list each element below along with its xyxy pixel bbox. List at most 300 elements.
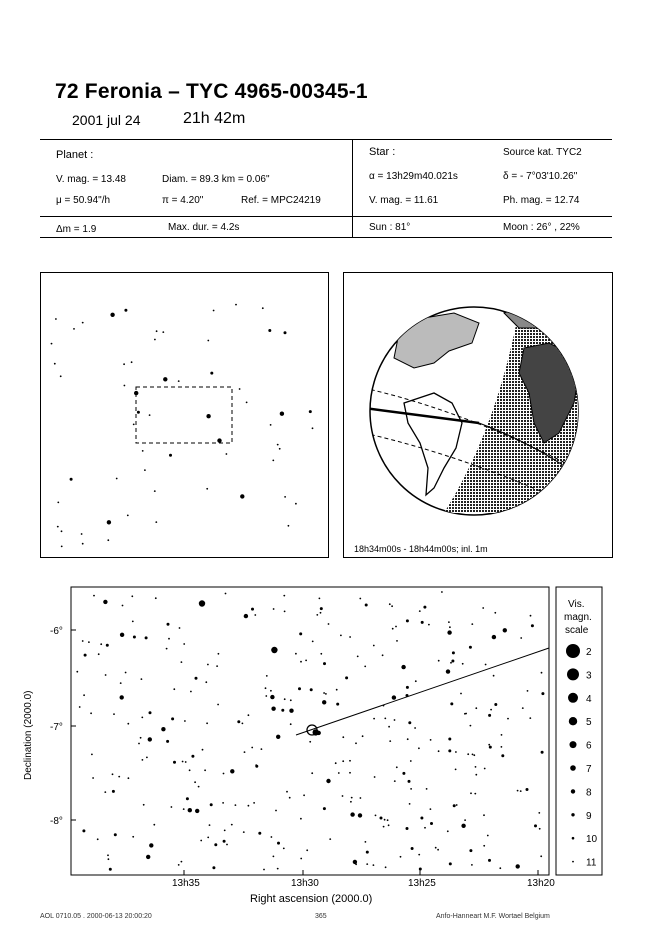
star-dot (275, 810, 277, 812)
star-dot (270, 690, 272, 692)
star-dot (419, 610, 421, 612)
footer-page: 365 (315, 913, 327, 920)
star-dot (426, 788, 428, 790)
table-mid-rule (40, 216, 612, 217)
detail-chart (0, 580, 672, 920)
star-dot (541, 672, 543, 674)
star-dot (289, 709, 293, 713)
star-dot (469, 646, 472, 649)
scale-mag-label: 4 (586, 693, 592, 705)
star-dot (73, 328, 75, 330)
star-dot (295, 653, 297, 655)
star-dot (290, 699, 292, 701)
star-dot (299, 632, 302, 635)
star-dot (475, 766, 477, 768)
star-dot (183, 643, 185, 645)
star-dot (489, 746, 492, 749)
star-dot (226, 453, 228, 455)
star-dot (90, 712, 92, 714)
star-dot (447, 630, 451, 634)
star-dot (181, 661, 183, 663)
star-dot (142, 450, 144, 452)
star-dot (127, 777, 129, 779)
star-dot (408, 721, 411, 724)
star-dot (414, 727, 416, 729)
star-dot (97, 838, 99, 840)
star-dot (365, 841, 367, 843)
star-dot (349, 760, 351, 762)
star-dot (112, 790, 115, 793)
scale-title-line: Vis. (568, 599, 585, 610)
star-dot (210, 803, 213, 806)
star-dot (325, 693, 327, 695)
star-dot (410, 760, 412, 762)
table-top-rule (40, 139, 612, 140)
star-dot (217, 704, 219, 706)
star-dot (488, 859, 491, 862)
star-dot (451, 660, 454, 663)
star-dot (223, 773, 225, 775)
star-dot (109, 868, 112, 871)
star-dot (168, 638, 170, 640)
star-dot (171, 717, 174, 720)
star-dot (396, 766, 398, 768)
star-dot (295, 503, 297, 505)
star-dot (166, 648, 168, 650)
star-dot (271, 836, 273, 838)
star-dot (382, 654, 384, 656)
finder-field-panel (40, 272, 329, 558)
star-dot (88, 641, 90, 643)
star-dot (240, 494, 244, 498)
star-dot (188, 808, 192, 812)
star-dot (283, 595, 285, 597)
star-dot (270, 695, 274, 699)
star-dot (488, 714, 491, 717)
star-dot (204, 769, 206, 771)
planet-ref: Ref. = MPC24219 (241, 195, 321, 206)
star-dot (323, 662, 326, 665)
star-dot (209, 824, 211, 826)
star-dot (395, 626, 397, 628)
star-dot (541, 751, 544, 754)
star-dot (224, 830, 226, 832)
star-dot (415, 680, 417, 682)
star-dot (410, 788, 412, 790)
star-dot (387, 819, 389, 821)
xtick-label: 13h25 (408, 878, 436, 889)
star-dot (473, 754, 475, 756)
star-dot (91, 754, 93, 756)
star-dot (200, 840, 202, 842)
scale-mag-label: 7 (586, 764, 592, 775)
star-dot (350, 812, 354, 816)
star-dot (353, 860, 357, 864)
star-dot (475, 774, 477, 776)
star-dot (349, 636, 351, 638)
star-dot (133, 636, 136, 639)
star-dot (319, 598, 321, 600)
star-dot (408, 780, 411, 783)
star-dot (118, 776, 120, 778)
star-dot (83, 694, 85, 696)
star-dot (487, 835, 489, 837)
star-dot (351, 797, 353, 799)
star-dot (255, 764, 257, 766)
star-dot (482, 607, 484, 609)
star-dot (283, 848, 285, 850)
star-dot (530, 615, 532, 617)
star-dot (104, 791, 106, 793)
star-dot (120, 682, 122, 684)
star-dot (538, 812, 540, 814)
star-dot (362, 735, 364, 737)
star-dot (465, 713, 467, 715)
star-dot (389, 603, 391, 605)
star-dot (57, 502, 59, 504)
star-dot (107, 539, 109, 541)
star-dot (338, 772, 340, 774)
star-dot (516, 864, 520, 868)
star-dot (207, 340, 209, 342)
star-dot (455, 769, 457, 771)
star-dot (162, 331, 164, 333)
scale-dot (572, 861, 574, 863)
star-dot (460, 693, 462, 695)
star-dot (105, 674, 107, 676)
star-dot (428, 624, 430, 626)
star-dot (114, 833, 117, 836)
star-dot (235, 304, 237, 306)
star-dot (79, 706, 81, 708)
star-dot (140, 737, 142, 739)
scale-mag-label: 5 (586, 717, 592, 729)
planet-diam: Diam. = 89.3 km = 0.06" (162, 174, 270, 185)
star-dot (373, 718, 375, 720)
star-vmag: V. mag. = 11.61 (369, 195, 439, 206)
star-dot (248, 805, 250, 807)
star-dot (384, 718, 386, 720)
star-dot (349, 772, 351, 774)
star-dot (244, 751, 246, 753)
star-dot (423, 606, 426, 609)
star-dot (207, 664, 209, 666)
star-dot (329, 838, 331, 840)
star-dot (529, 717, 531, 719)
star-dot (409, 803, 411, 805)
star-dot (365, 604, 368, 607)
star-dot (364, 666, 366, 668)
star-dot (107, 854, 109, 856)
star-dot (373, 645, 375, 647)
star-dot (248, 714, 250, 716)
star-dot (447, 830, 449, 832)
star-dot (323, 807, 326, 810)
star-dot (446, 669, 450, 673)
scale-title-line: scale (565, 625, 589, 636)
scale-dot (571, 813, 574, 816)
star-dot (195, 677, 198, 680)
star-dot (178, 380, 180, 382)
star-dot (106, 644, 109, 647)
star-dot (271, 647, 277, 653)
star-dot (311, 772, 313, 774)
star-dot (392, 695, 396, 699)
star-dot (127, 515, 129, 517)
star-dot (474, 793, 476, 795)
star-dot (501, 754, 504, 757)
star-dot (223, 840, 226, 843)
star-dot (430, 822, 433, 825)
scale-mag-label: 9 (586, 810, 592, 822)
star-dot (60, 375, 62, 377)
star-dot (490, 709, 492, 711)
star-dot (125, 672, 127, 674)
star-dot (210, 372, 213, 375)
star-dot (448, 738, 451, 741)
star-dot (199, 600, 205, 606)
scale-dot (567, 668, 579, 680)
star-dot (120, 633, 124, 637)
star-dot (435, 847, 437, 849)
star-dot (206, 722, 208, 724)
star-dot (244, 614, 248, 618)
page-title: 72 Feronia – TYC 4965-00345-1 (55, 80, 368, 103)
star-dot (507, 718, 509, 720)
star-dot (526, 788, 529, 791)
star-dot (145, 636, 148, 639)
star-dot (288, 525, 290, 527)
planet-heading: Planet : (56, 149, 94, 161)
star-dot (345, 676, 348, 679)
event-date: 2001 jul 24 (72, 112, 141, 128)
star-dot (266, 675, 268, 677)
star-dot (277, 868, 279, 870)
scale-mag-label: 8 (586, 787, 592, 799)
star-dot (206, 488, 208, 490)
star-dot (312, 641, 314, 643)
star-dot (279, 448, 281, 450)
star-dot (225, 593, 227, 595)
star-dot (173, 688, 175, 690)
star-dot (258, 832, 261, 835)
chart-frame (71, 587, 549, 875)
star-dot (284, 698, 286, 700)
star-dot (198, 786, 200, 788)
star-dot (289, 797, 291, 799)
star-dot (336, 689, 338, 691)
star-dot (401, 665, 405, 669)
star-dot (242, 723, 244, 725)
star-dot (471, 864, 473, 866)
footer-right: Anfo-Hanneart M.F. Wortael Belgium (436, 913, 550, 920)
star-dot (123, 363, 125, 365)
y-axis-label: Declination (2000.0) (23, 690, 34, 780)
star-dot (420, 817, 423, 820)
star-dot (166, 740, 169, 743)
star-dot (300, 858, 302, 860)
scale-dot (570, 765, 576, 771)
scale-dot (566, 644, 580, 658)
star-dot (54, 363, 56, 365)
event-time: 21h 42m (183, 110, 246, 127)
moon-info: Moon : 26° , 22% (503, 222, 580, 233)
star-dot (340, 635, 342, 637)
star-dot (113, 713, 115, 715)
star-dot (265, 687, 267, 689)
star-dot (359, 598, 361, 600)
scale-dot (570, 741, 577, 748)
star-dot (483, 814, 485, 816)
star-dot (243, 831, 245, 833)
scale-mag-label: 3 (586, 670, 592, 682)
star-dot (103, 600, 107, 604)
star-dot (149, 711, 152, 714)
star-dot (501, 734, 503, 736)
star-dot (262, 307, 264, 309)
star-dot (441, 591, 443, 593)
shadow-path-globe (344, 273, 612, 557)
star-dot (281, 709, 284, 712)
planet-pi: π = 4.20" (162, 195, 204, 206)
star-dot (503, 628, 507, 632)
star-dot (76, 671, 78, 673)
star-dot (222, 802, 224, 804)
star-dot (467, 753, 469, 755)
star-dot (290, 723, 292, 725)
star-dot (154, 339, 156, 341)
star-dot (385, 866, 387, 868)
star-dot (517, 790, 519, 792)
star-dot (284, 611, 286, 613)
star-dot (214, 843, 217, 846)
star-dot (320, 653, 322, 655)
star-dot (342, 736, 344, 738)
star-dot (406, 686, 409, 689)
star-dot (181, 861, 183, 863)
star-dot (488, 744, 490, 746)
star-dot (124, 385, 126, 387)
star-dot (51, 343, 53, 345)
star-dot (494, 703, 497, 706)
ytick-label: -8° (50, 816, 63, 827)
star-dot (464, 819, 466, 821)
star-dot (316, 614, 318, 616)
star-dot (270, 424, 272, 426)
star-dot (430, 808, 432, 810)
star-dot (82, 640, 84, 642)
star-dot (108, 858, 110, 860)
star-dot (470, 792, 472, 794)
star-dot (273, 608, 275, 610)
star-dot (394, 719, 396, 721)
star-dot (388, 824, 390, 826)
star-dot (520, 790, 522, 792)
footer-left: AOL 0710.05 . 2000-06-13 20:00:20 (40, 913, 152, 920)
star-dot (239, 388, 241, 390)
star-dot (132, 621, 134, 623)
star-dot (483, 845, 485, 847)
star-dot (205, 681, 207, 683)
star-dot (484, 768, 486, 770)
star-dot (98, 653, 100, 655)
star-dot (286, 791, 288, 793)
star-dot (182, 761, 184, 763)
star-dot (472, 754, 474, 756)
scale-mag-label: 6 (586, 740, 592, 752)
star-dot (322, 700, 326, 704)
star-dot (469, 849, 472, 852)
star-dot (475, 707, 477, 709)
star-delta: δ = - 7°03'10.26" (503, 171, 578, 182)
star-dot (195, 809, 199, 813)
star-dot (418, 747, 420, 749)
scale-dot (571, 789, 575, 793)
star-dot (61, 546, 63, 548)
delta-mag: Δm = 1.9 (56, 224, 97, 235)
star-dot (183, 808, 185, 810)
star-dot (276, 735, 280, 739)
star-dot (107, 520, 111, 524)
star-dot (388, 726, 390, 728)
star-dot (277, 444, 279, 446)
star-dot (131, 361, 133, 363)
star-dot (350, 801, 352, 803)
star-dot (82, 829, 85, 832)
star-dot (93, 595, 95, 597)
star-dot (306, 849, 308, 851)
star-dot (253, 802, 255, 804)
star-dot (531, 624, 534, 627)
star-dot (202, 749, 204, 751)
scale-dot (568, 693, 578, 703)
star-dot (92, 777, 94, 779)
star-dot (57, 526, 59, 528)
star-phmag: Ph. mag. = 12.74 (503, 195, 580, 206)
star-dot (179, 627, 181, 629)
star-dot (155, 597, 157, 599)
star-dot (312, 427, 314, 429)
star-dot (132, 836, 134, 838)
star-dot (452, 651, 455, 654)
star-dot (355, 742, 357, 744)
star-dot (272, 460, 274, 462)
star-dot (389, 740, 391, 742)
star-dot (207, 837, 209, 839)
table-bottom-rule (40, 237, 612, 238)
star-dot (424, 827, 426, 829)
star-alpha: α = 13h29m40.021s (369, 171, 458, 182)
star-dot (251, 747, 253, 749)
star-dot (127, 723, 129, 725)
star-heading: Star : (369, 146, 396, 158)
star-dot (335, 762, 337, 764)
star-dot (190, 691, 192, 693)
table-divider (352, 140, 353, 237)
star-dot (448, 749, 451, 752)
star-dot (268, 329, 271, 332)
star-dot (261, 748, 263, 750)
star-dot (137, 411, 140, 414)
star-dot (320, 607, 323, 610)
star-dot (144, 469, 146, 471)
star-dot (534, 824, 537, 827)
star-dot (300, 818, 302, 820)
star-dot (310, 688, 313, 691)
star-dot (418, 854, 420, 856)
star-dot (461, 824, 465, 828)
star-dot (360, 797, 362, 799)
